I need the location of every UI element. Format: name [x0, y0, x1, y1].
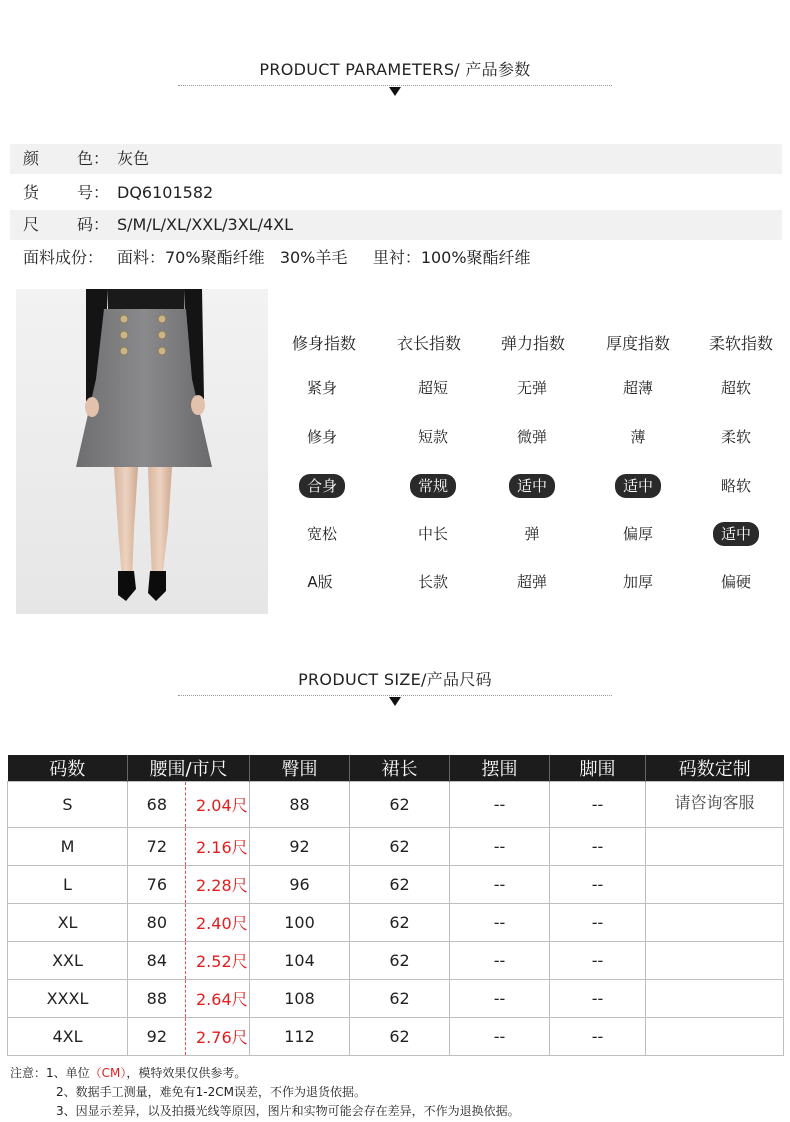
cell-leg: -- — [550, 782, 646, 828]
index-option: 加厚 — [622, 573, 653, 591]
param-row-size — [10, 210, 782, 240]
cell-waist: 80 — [128, 904, 186, 942]
params-title-divider — [178, 85, 612, 86]
cell-leg: -- — [550, 828, 646, 866]
size-table — [7, 755, 784, 1056]
cell-hem: -- — [450, 782, 550, 828]
index-option: 中长 — [417, 525, 448, 543]
cell-size: XL — [8, 904, 128, 942]
cell-hip: 92 — [250, 828, 350, 866]
index-header-thickness: 厚度指数 — [605, 334, 670, 353]
cell-custom — [646, 828, 784, 866]
cell-size: L — [8, 866, 128, 904]
size-title-divider — [178, 695, 612, 696]
index-option: 宽松 — [306, 525, 337, 543]
header-length: 裙长 — [350, 755, 450, 782]
header-leg: 脚围 — [550, 755, 646, 782]
note-line-2: 2、数据手工测量，难免有1-2CM误差，不作为退货依据。 — [56, 1085, 366, 1099]
cell-shi: 2.04尺 — [186, 782, 250, 828]
cell-custom — [646, 980, 784, 1018]
index-header-fit: 修身指数 — [291, 334, 356, 353]
cell-custom — [646, 942, 784, 980]
cell-waist: 76 — [128, 866, 186, 904]
index-option: 偏厚 — [622, 525, 653, 543]
cell-size: M — [8, 828, 128, 866]
cell-hip: 96 — [250, 866, 350, 904]
index-header-length: 衣长指数 — [396, 334, 461, 353]
cell-shi: 2.76尺 — [186, 1018, 250, 1056]
param-value: S/M/L/XL/XXL/3XL/4XL — [117, 215, 294, 234]
cell-hip: 112 — [250, 1018, 350, 1056]
table-row — [8, 782, 784, 828]
cell-hip: 108 — [250, 980, 350, 1018]
cell-length: 62 — [350, 1018, 450, 1056]
param-label: 颜 色： — [23, 149, 110, 168]
header-hem: 摆围 — [450, 755, 550, 782]
param-label: 货 号： — [23, 183, 110, 202]
cell-waist: 84 — [128, 942, 186, 980]
param-value: 面料：70%聚酯纤维 30%羊毛 里衬：100%聚酯纤维 — [117, 248, 531, 267]
index-option-selected: 适中 — [684, 522, 788, 546]
cell-waist: 72 — [128, 828, 186, 866]
cell-leg: -- — [550, 980, 646, 1018]
header-custom: 码数定制 — [646, 755, 784, 782]
note-line-1: 注意：1、单位（CM），模特效果仅供参考。 — [10, 1066, 247, 1080]
index-option-selected: 合身 — [270, 474, 374, 498]
index-option: 短款 — [417, 428, 448, 446]
notes — [10, 1064, 520, 1121]
cell-waist: 92 — [128, 1018, 186, 1056]
index-option: 长款 — [417, 573, 448, 591]
cell-hem: -- — [450, 904, 550, 942]
cell-leg: -- — [550, 904, 646, 942]
cell-custom — [646, 866, 784, 904]
index-option: 偏硬 — [720, 573, 751, 591]
cell-shi: 2.52尺 — [186, 942, 250, 980]
index-option: 超薄 — [622, 379, 653, 397]
param-row-item-no — [10, 178, 782, 208]
index-option: 紧身 — [306, 379, 337, 397]
param-value: 灰色 — [117, 149, 150, 168]
index-option: A版 — [307, 573, 333, 591]
cell-hip: 104 — [250, 942, 350, 980]
index-option: 超软 — [720, 379, 751, 397]
index-option: 柔软 — [720, 428, 751, 446]
cell-shi: 2.64尺 — [186, 980, 250, 1018]
param-label: 尺 码： — [23, 215, 110, 234]
param-row-color — [10, 144, 782, 174]
size-section-title: PRODUCT SIZE/产品尺码 — [298, 670, 492, 689]
cell-length: 62 — [350, 828, 450, 866]
cell-custom — [646, 1018, 784, 1056]
size-table-header — [8, 755, 784, 782]
table-row — [8, 980, 784, 1018]
cell-shi: 2.40尺 — [186, 904, 250, 942]
index-option: 无弹 — [516, 379, 547, 397]
size-title-arrow-icon — [389, 697, 401, 706]
cell-size: XXXL — [8, 980, 128, 1018]
cell-leg: -- — [550, 942, 646, 980]
cell-leg: -- — [550, 866, 646, 904]
table-row — [8, 904, 784, 942]
cell-waist: 88 — [128, 980, 186, 1018]
table-row — [8, 828, 784, 866]
cell-hem: -- — [450, 980, 550, 1018]
param-label: 面料成份： — [23, 248, 104, 267]
header-hip: 臀围 — [250, 755, 350, 782]
cell-length: 62 — [350, 942, 450, 980]
index-option-selected: 常规 — [381, 474, 485, 498]
index-option: 弹 — [524, 525, 540, 543]
cell-shi: 2.28尺 — [186, 866, 250, 904]
cell-hem: -- — [450, 866, 550, 904]
param-value: DQ6101582 — [117, 183, 214, 202]
cell-hem: -- — [450, 828, 550, 866]
index-option: 薄 — [630, 428, 646, 446]
index-header-softness: 柔软指数 — [708, 334, 773, 353]
cell-hip: 100 — [250, 904, 350, 942]
index-option: 超短 — [417, 379, 448, 397]
cell-size: 4XL — [8, 1018, 128, 1056]
cell-hem: -- — [450, 1018, 550, 1056]
cell-length: 62 — [350, 980, 450, 1018]
cell-leg: -- — [550, 1018, 646, 1056]
table-row — [8, 866, 784, 904]
index-option: 超弹 — [516, 573, 547, 591]
index-header-elasticity: 弹力指数 — [500, 334, 565, 353]
cell-size: XXL — [8, 942, 128, 980]
skirt-model-photo — [16, 289, 268, 614]
params-section-title: PRODUCT PARAMETERS/ 产品参数 — [259, 60, 531, 79]
index-option: 微弹 — [516, 428, 547, 446]
params-title-arrow-icon — [389, 87, 401, 96]
index-option-selected: 适中 — [480, 474, 584, 498]
index-option-selected: 适中 — [586, 474, 690, 498]
index-option: 修身 — [306, 428, 337, 446]
index-option: 略软 — [720, 477, 751, 495]
header-size: 码数 — [8, 755, 128, 782]
table-row — [8, 942, 784, 980]
cell-length: 62 — [350, 904, 450, 942]
cell-shi: 2.16尺 — [186, 828, 250, 866]
table-row — [8, 1018, 784, 1056]
cell-length: 62 — [350, 782, 450, 828]
cell-size: S — [8, 782, 128, 828]
cell-length: 62 — [350, 866, 450, 904]
header-waist: 腰围/市尺 — [128, 755, 250, 782]
cell-custom-consult: 请咨询客服 — [646, 782, 784, 828]
param-row-material — [10, 243, 782, 273]
cell-hem: -- — [450, 942, 550, 980]
cell-hip: 88 — [250, 782, 350, 828]
note-line-3: 3、因显示差异，以及拍摄光线等原因，图片和实物可能会存在差异，不作为退换依据。 — [56, 1104, 520, 1118]
cell-custom — [646, 904, 784, 942]
cell-waist: 68 — [128, 782, 186, 828]
